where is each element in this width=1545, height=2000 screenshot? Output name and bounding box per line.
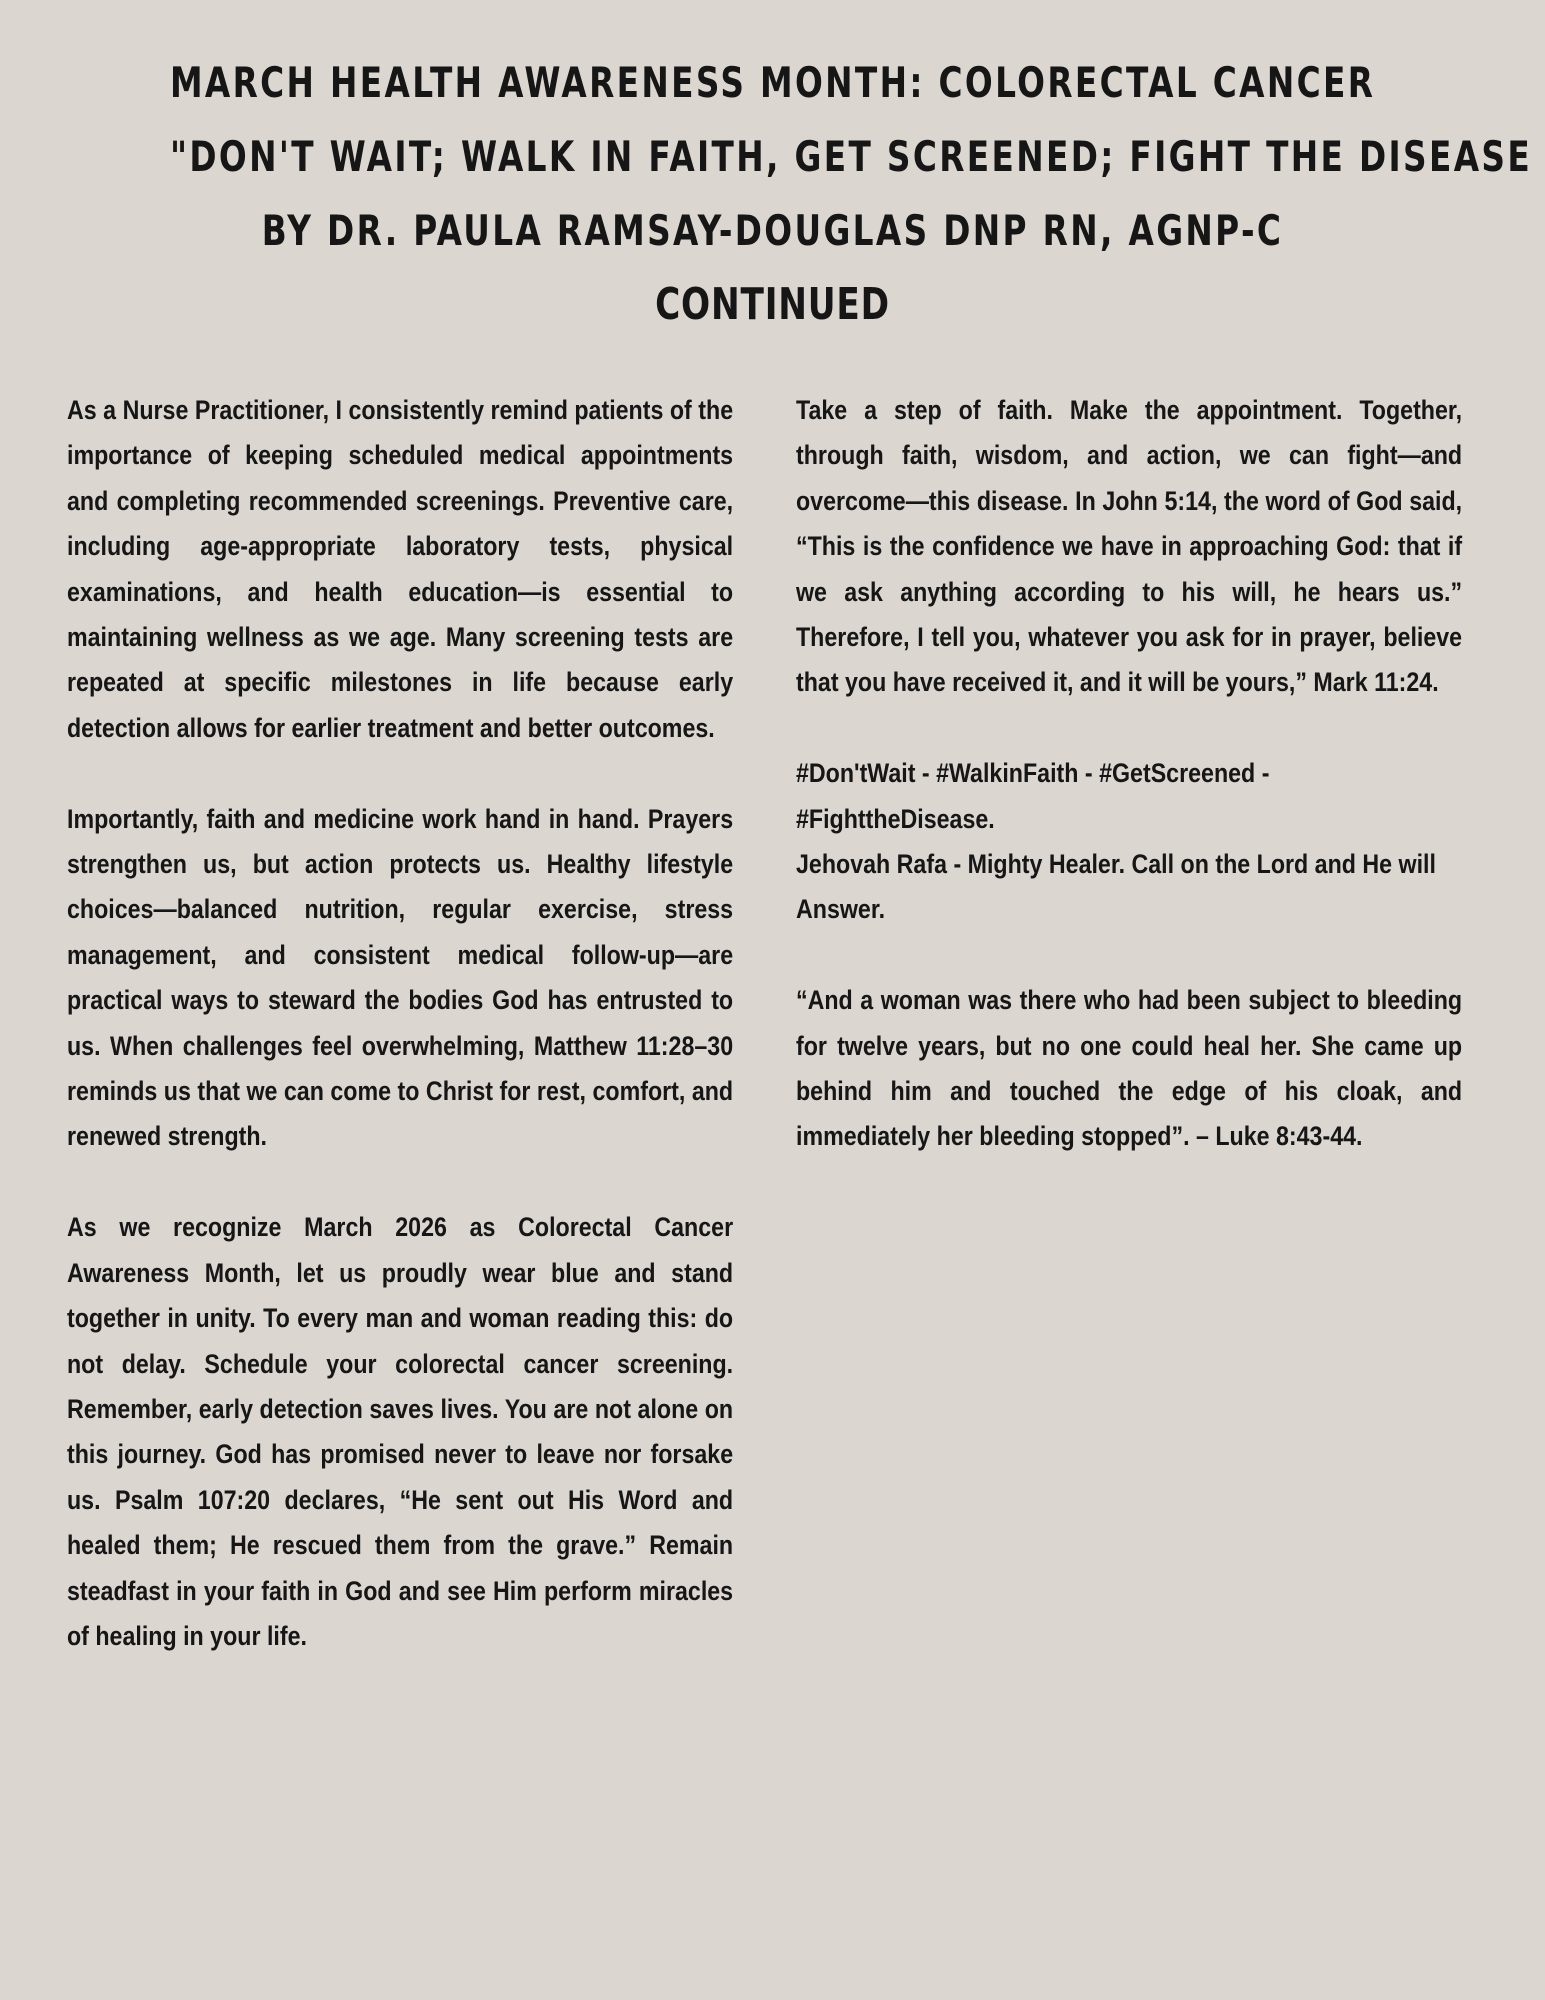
header-continued: CONTINUED: [655, 279, 890, 330]
hashtag-block: [796, 751, 1462, 933]
paragraph: [796, 978, 1462, 1160]
hashtag-line: #Don'tWait - #WalkinFaith - #GetScreened - #FighttheDisease.: [796, 758, 1270, 834]
paragraph-text: Importantly, faith and medicine work hand in hand. Prayers strengthen us, but action protects us. Healthy lifestyle choices—balanced nutrition, regular exercise, stress management, and consistent medical follow-up—are practical ways to steward the bodies God has entrusted to us. When challenges feel overwhelming, Matthew 11:28–30 reminds us that we can come to Christ for rest, comfort, and renewed strength.: [67, 803, 734, 1152]
paragraph: [796, 388, 1462, 706]
header-byline: BY DR. PAULA RAMSAY-DOUGLAS DNP RN, AGNP-C: [261, 206, 1284, 255]
right-column: [796, 388, 1462, 1205]
header-slogan: "DON'T WAIT; WALK IN FAITH, GET SCREENED; FIGHT THE DISEASE: [169, 132, 1533, 181]
header-title: MARCH HEALTH AWARENESS MONTH: COLORECTAL CANCER: [169, 58, 1376, 107]
paragraph-text: Take a step of faith. Make the appointment. Together, through faith, wisdom, and action, we can fight—and overcome—this disease. In John 5:14, the word of God said, “This is the confidence we have in approaching God: that if we ask anything according to his will, he hears us.” Therefore, I tell you, whatever you ask for in prayer, believe that you have received it, and it will be yours,” Mark 11:24.: [796, 395, 1463, 698]
paragraph-text: “And a woman was there who had been subject to bleeding for twelve years, but no one could heal her. She came up behind him and touched the edge of his cloak, and immediately her bleeding stopped”. – Luke 8:43-44.: [796, 985, 1463, 1152]
paragraph: [67, 1205, 733, 1659]
left-column: [67, 388, 733, 1705]
paragraph-text: As we recognize March 2026 as Colorectal Cancer Awareness Month, let us proudly wear blue and stand together in unity. To every man and woman reading this: do not delay. Schedule your colorectal cancer screening. Remember, early detection saves lives. You are not alone on this journey. God has promised never to leave nor forsake us. Psalm 107:20 declares, “He sent out His Word and healed them; He rescued them from the grave.” Remain steadfast in your faith in God and see Him perform miracles of healing in your life.: [67, 1212, 734, 1651]
article-header: [0, 46, 1545, 342]
paragraph-text: As a Nurse Practitioner, I consistently remind patients of the importance of keeping scheduled medical appointments and completing recommended screenings. Preventive care, including age-appropriate laboratory tests, physical examinations, and health education—is essential to maintaining wellness as we age. Many screening tests are repeated at specific milestones in life because early detection allows for earlier treatment and better outcomes.: [67, 395, 734, 743]
healer-line: Jehovah Rafa - Mighty Healer. Call on the Lord and He will Answer.: [796, 849, 1436, 925]
hashtag-paragraph: [796, 751, 1462, 933]
paragraph: [67, 388, 733, 751]
paragraph: [67, 797, 733, 1160]
